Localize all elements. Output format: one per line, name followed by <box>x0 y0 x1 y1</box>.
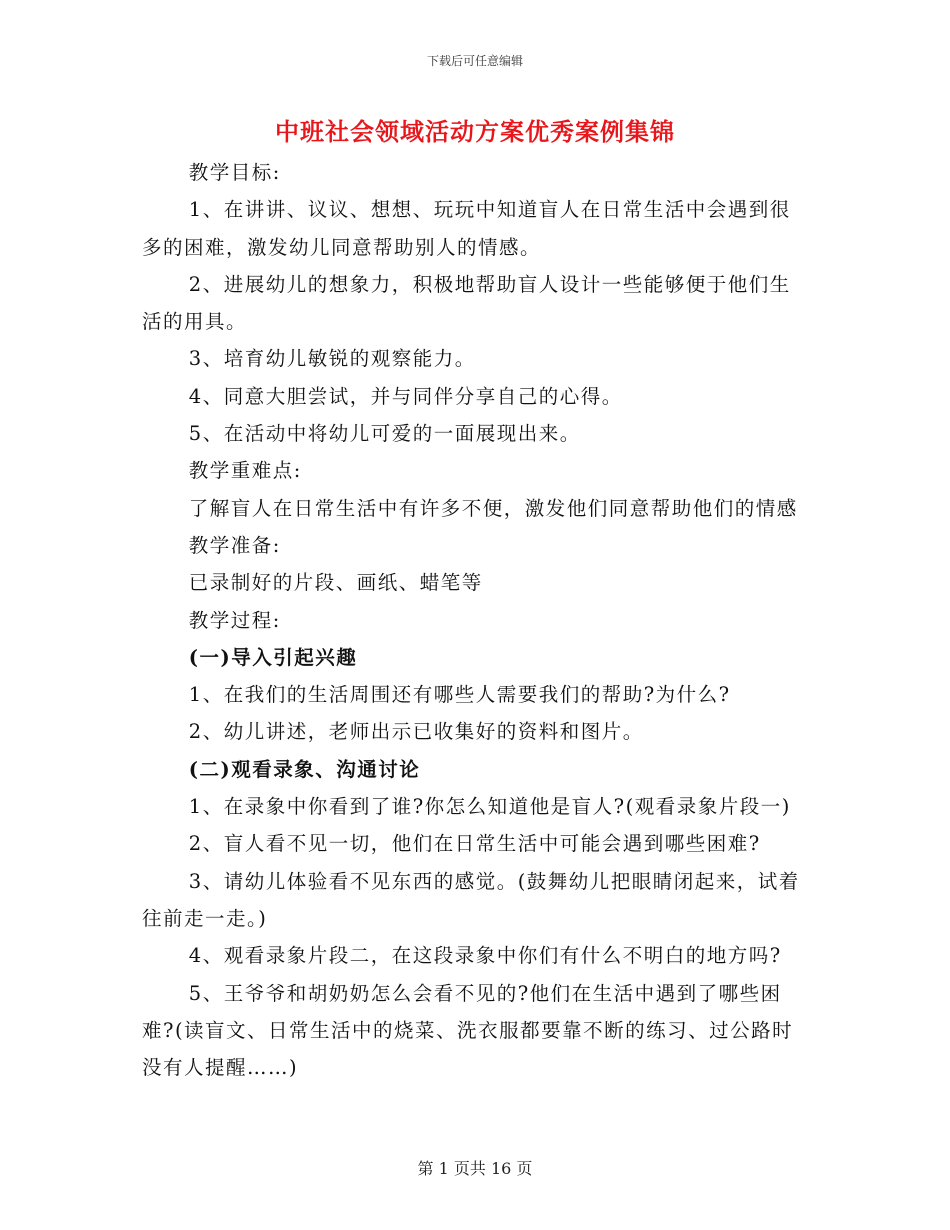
objective-item-1: 1、在讲讲、议议、想想、玩玩中知道盲人在日常生活中会遇到很多的困难，激发幼儿同意帮助别人的情感。 <box>142 198 791 259</box>
section-heading-process: 教学过程: <box>188 608 281 632</box>
process-item-2-3: 3、请幼儿体验看不见东西的感觉。(鼓舞幼儿把眼睛闭起来，试着往前走一走。) <box>142 869 800 930</box>
document-body <box>142 154 808 1086</box>
section-heading-key-points: 教学重难点: <box>188 459 302 483</box>
process-step-heading-2: (二)观看录象、沟通讨论 <box>188 757 421 781</box>
objective-item-3: 3、培育幼儿敏锐的观察能力。 <box>188 347 476 371</box>
key-points-text: 了解盲人在日常生活中有许多不便，激发他们同意帮助他们的情感 <box>188 496 798 520</box>
objective-item-2: 2、进展幼儿的想象力，积极地帮助盲人设计一些能够便于他们生活的用具。 <box>142 272 791 334</box>
process-item-2-2: 2、盲人看不见一切，他们在日常生活中可能会遇到哪些困难? <box>188 832 761 856</box>
preparation-text: 已录制好的片段、画纸、蜡笔等 <box>188 571 483 595</box>
objective-item-5: 5、在活动中将幼儿可爱的一面展现出来。 <box>188 422 581 446</box>
process-item-1-2: 2、幼儿讲述，老师出示已收集好的资料和图片。 <box>188 720 644 744</box>
process-step-heading-1: (一)导入引起兴趣 <box>188 645 358 669</box>
section-heading-objectives: 教学目标: <box>188 161 281 184</box>
page-header-note: 下载后可任意编辑 <box>426 54 523 68</box>
process-item-2-4: 4、观看录象片段二，在这段录象中你们有什么不明白的地方吗? <box>188 944 782 968</box>
process-item-2-1: 1、在录象中你看到了谁?你怎么知道他是盲人?(观看录象片段一) <box>188 795 791 819</box>
objective-item-4: 4、同意大胆尝试，并与同伴分享自己的心得。 <box>188 384 623 408</box>
document-title: 中班社会领域活动方案优秀案例集锦 <box>275 117 675 146</box>
page-footer-page-number: 第 1 页共 16 页 <box>417 1159 533 1178</box>
section-heading-preparation: 教学准备: <box>188 533 281 557</box>
process-item-2-5: 5、王爷爷和胡奶奶怎么会看不见的?他们在生活中遇到了哪些困难?(读盲文、日常生活中的烧菜、洗衣服都要靠不断的练习、过公路时没有人提醒……) <box>142 981 794 1080</box>
process-item-1-1: 1、在我们的生活周围还有哪些人需要我们的帮助?为什么? <box>188 683 731 707</box>
